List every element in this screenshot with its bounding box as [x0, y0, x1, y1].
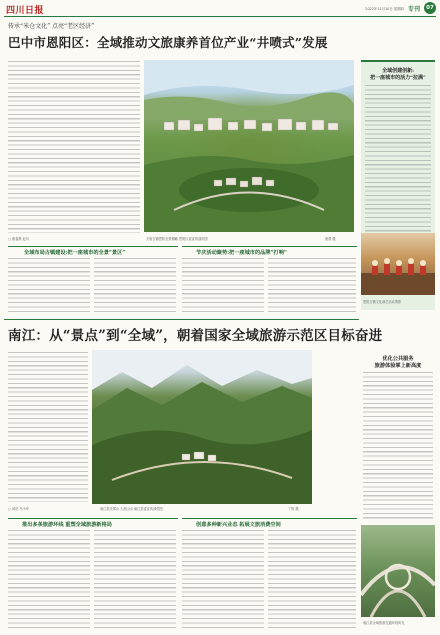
sidebar-bottom-photo[interactable]: [361, 525, 435, 617]
top-story-photo[interactable]: [144, 60, 354, 232]
bottom-story-lead-column: [8, 352, 88, 502]
issue-date: 2022年11月10日 星期四: [365, 6, 404, 11]
top-story-body-column-1: [8, 258, 90, 314]
top-story-subhead-rule-2: [182, 246, 357, 247]
top-story-kicker: 传承“米仓文化” 点亮“老区经济”: [8, 23, 95, 30]
sidebar-top-photo[interactable]: [361, 233, 435, 295]
top-story-body-column-4: [268, 258, 356, 314]
bottom-story-photo-caption: 南江县光雾山 大美山水 南江县委宣传部供图: [100, 507, 163, 511]
top-story-subhead-1: 全域布局古镇建设:把一座城市的全景“景区”: [24, 250, 126, 256]
bottom-story-body-column-3: [182, 530, 264, 628]
performance-illustration: [361, 233, 435, 295]
sidebar-top-title-line-1: 全域创建创新:: [382, 68, 414, 74]
sidebar-bottom-title: [361, 356, 435, 369]
sidebar-bottom-photo-caption: 南江县全域旅游交通环线风光: [363, 621, 405, 625]
top-story-headline[interactable]: 巴中市恩阳区：全域推动文旅康养首位产业“井喷式”发展: [8, 35, 328, 50]
top-story-body-column-3: [182, 258, 264, 314]
bottom-story-body-column-2: [94, 530, 176, 628]
section-label: 专刊: [407, 5, 420, 13]
bottom-story-byline: □ 何旺 马小华: [8, 507, 29, 511]
top-story-photo-credit: 唐勇 摄: [325, 237, 336, 241]
bottom-story-photo[interactable]: [92, 350, 312, 504]
bottom-story-body-column-1: [8, 530, 90, 628]
sidebar-top-photo-caption: 恩阳古镇文化演艺活动剪影: [363, 300, 402, 304]
sidebar-bottom-title-line-2: 旅游体验掌上新高度: [374, 362, 422, 369]
sidebar-bottom-title-line-1: 优化公共服务: [382, 356, 414, 362]
bottom-story-headline[interactable]: 南江：从“景点”到“全域”，朝着国家全域旅游示范区目标奋进: [8, 328, 383, 344]
top-story-photo-caption: 天府古镇恩阳全景俯瞰 恩阳区委宣传部供图: [146, 237, 208, 241]
top-story-byline: □ 唐春燕 赵川: [8, 237, 29, 241]
top-story-subhead-rule-1: [8, 246, 178, 247]
top-story-body-column-2: [94, 258, 176, 314]
newspaper-logo: 四川日报: [6, 6, 45, 16]
bottom-story-subhead-1: 推出多条旅游环线 重塑全域旅游新格局: [22, 522, 112, 528]
page-number: 07: [424, 2, 436, 14]
top-story-subhead-2: 节庆活动聚势:把一座城市的品牌“打响”: [196, 250, 287, 256]
masthead-rule: [4, 16, 436, 17]
bottom-story-subhead-rule-1: [8, 518, 178, 519]
top-story-lead-column: [8, 61, 140, 233]
bottom-story-body-column-4: [268, 530, 356, 628]
bottom-story-subhead-2: 创意多种新兴业态 拓展文旅消费空间: [196, 522, 281, 528]
town-aerial-illustration: [144, 60, 354, 232]
bottom-story-photo-credit: 丁锐 摄: [288, 507, 299, 511]
masthead-info: [365, 2, 436, 14]
bottom-story-subhead-rule-2: [182, 518, 357, 519]
mountain-valley-illustration: [92, 350, 312, 504]
sidebar-top-title-line-2: 把一座城市的活力“拉满”: [370, 74, 426, 81]
bottom-story-rule: [4, 319, 359, 320]
road-interchange-illustration: [361, 525, 435, 617]
sidebar-top-body: [365, 85, 431, 235]
sidebar-bottom-body: [363, 372, 433, 520]
